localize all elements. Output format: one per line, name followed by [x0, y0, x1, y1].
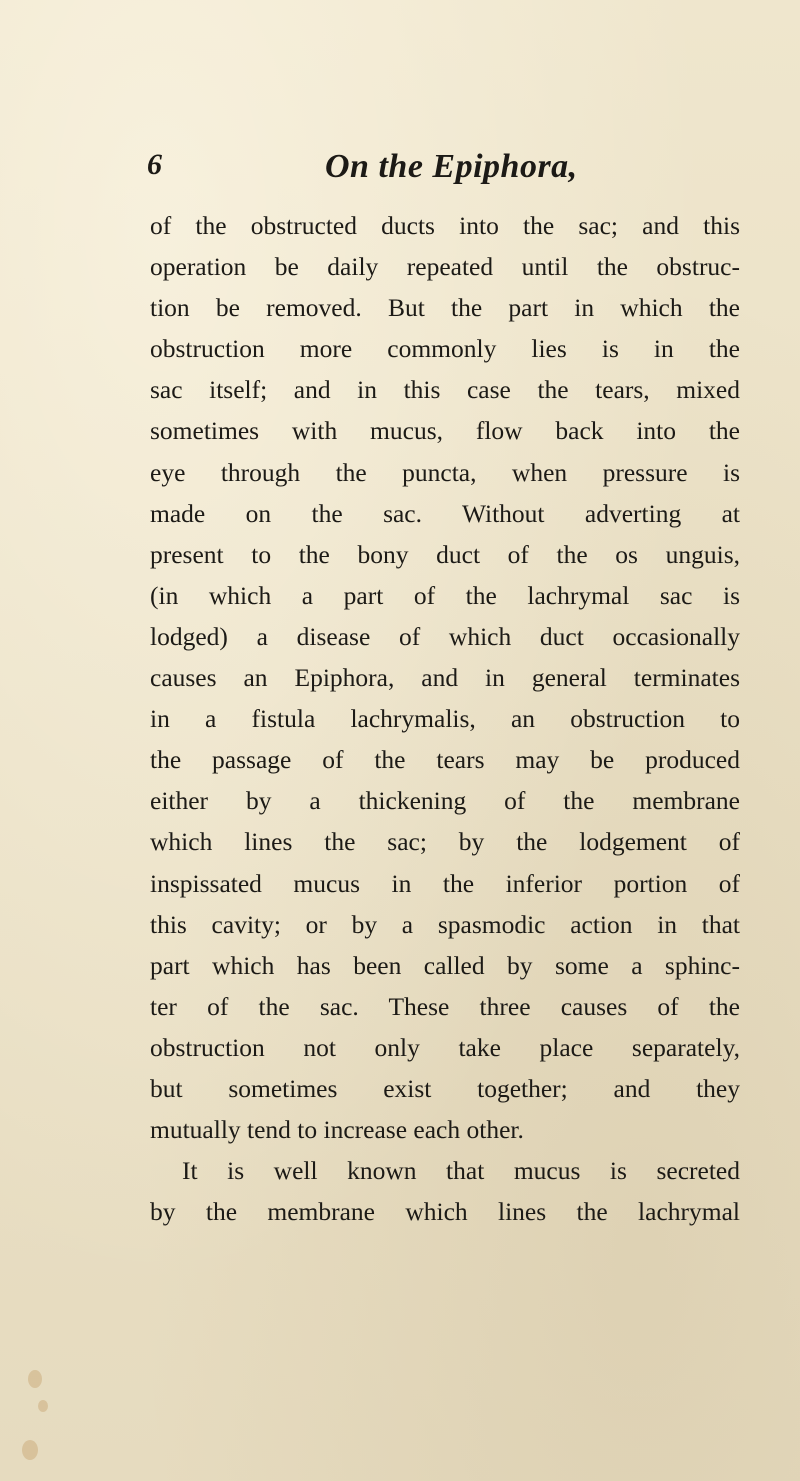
foxing-stain: [22, 1440, 38, 1460]
text-line: made on the sac. Without adverting at: [150, 498, 740, 528]
page-number: 6: [147, 148, 162, 181]
text-line: part which has been called by some a sphinc-: [150, 950, 740, 980]
text-line: inspissated mucus in the inferior portion of: [150, 868, 740, 898]
text-line: in a fistula lachrymalis, an obstruction to: [150, 704, 740, 734]
body-text: [150, 205, 740, 1232]
text-line: mutually tend to increase each other.: [150, 1115, 524, 1145]
text-line: (in which a part of the lachrymal sac is: [150, 580, 740, 610]
text-line: lodged) a disease of which duct occasionally: [150, 621, 740, 651]
foxing-stain: [38, 1400, 48, 1412]
text-line: obstruction not only take place separately,: [150, 1032, 740, 1062]
text-line: but sometimes exist together; and they: [150, 1073, 740, 1103]
text-line: operation be daily repeated until the obstruc-: [150, 252, 740, 282]
running-title: On the Epiphora,: [325, 148, 578, 185]
text-line: ter of the sac. These three causes of the: [150, 991, 740, 1021]
page-header: [40, 148, 760, 188]
text-line: by the membrane which lines the lachrymal: [150, 1197, 740, 1227]
text-line: sometimes with mucus, flow back into the: [150, 416, 740, 446]
text-line: eye through the puncta, when pressure is: [150, 457, 740, 487]
text-line: either by a thickening of the membrane: [150, 786, 740, 816]
text-line: this cavity; or by a spasmodic action in that: [150, 909, 740, 939]
foxing-stain: [28, 1370, 42, 1388]
text-line: obstruction more commonly lies is in the: [150, 334, 740, 364]
text-line: causes an Epiphora, and in general terminates: [150, 663, 740, 693]
text-line: of the obstructed ducts into the sac; and this: [150, 211, 740, 240]
text-line: the passage of the tears may be produced: [150, 745, 740, 775]
text-line: tion be removed. But the part in which the: [150, 293, 740, 323]
text-line: present to the bony duct of the os unguis,: [150, 539, 740, 569]
text-line: which lines the sac; by the lodgement of: [150, 827, 740, 857]
text-line: It is well known that mucus is secreted: [182, 1156, 740, 1186]
text-line: sac itself; and in this case the tears, mixed: [150, 375, 740, 405]
